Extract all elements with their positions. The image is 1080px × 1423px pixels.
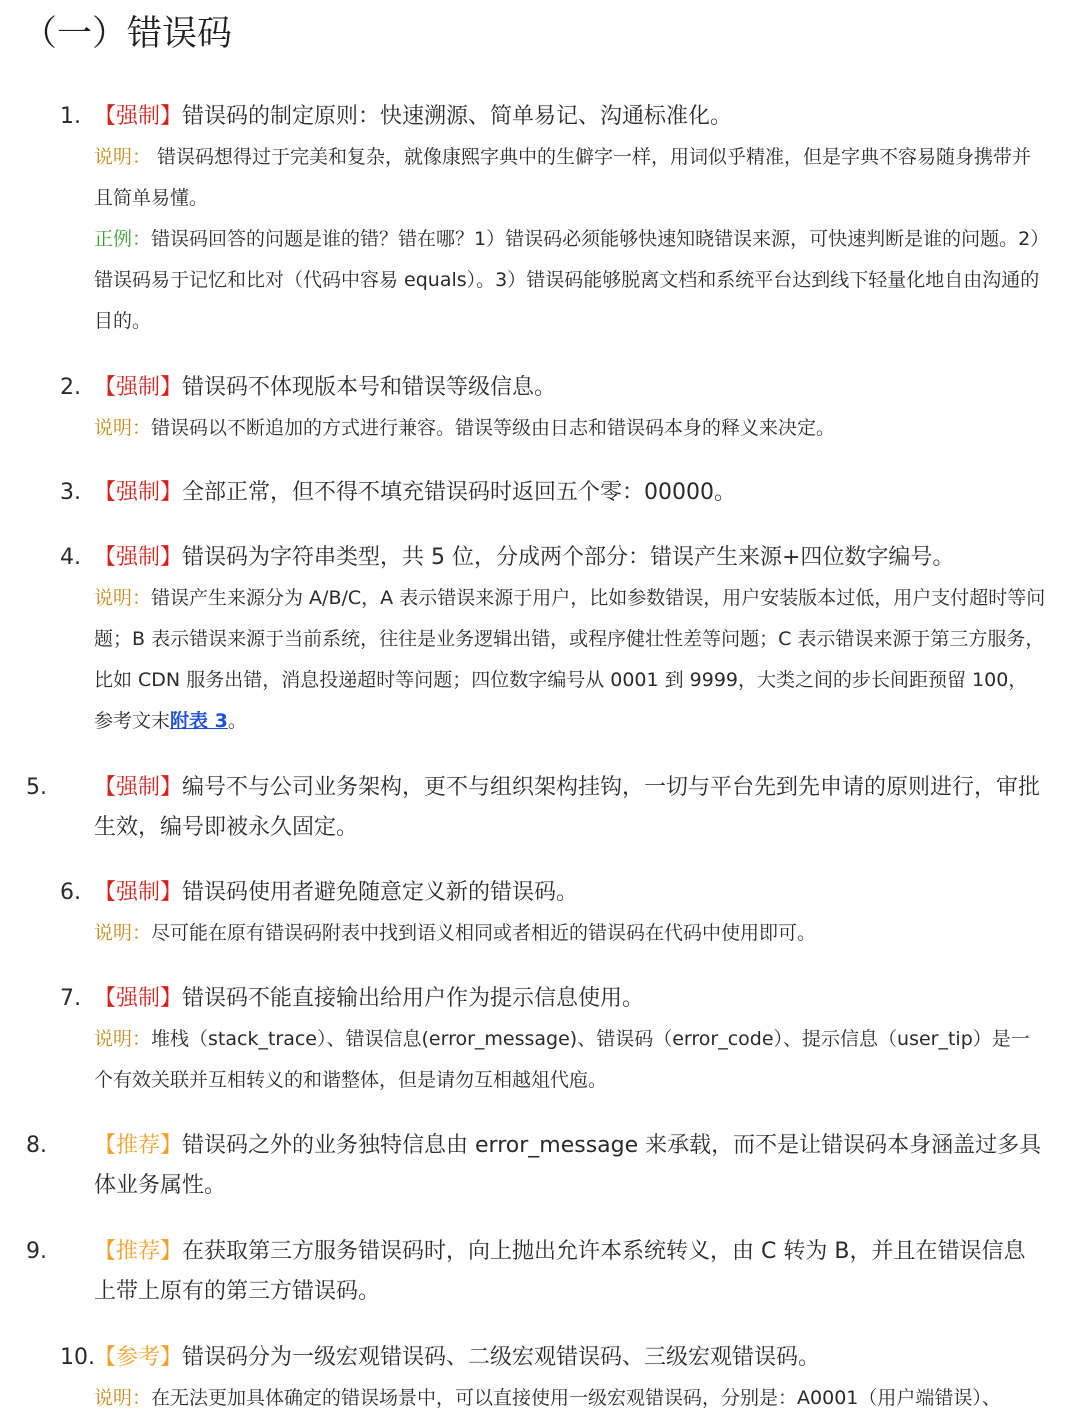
rule-text: 在获取第三方服务错误码时，向上抛出允许本系统转义，由 C 转为 B，并且在错误信息上带上原有的第三方错误码。 (94, 1239, 1026, 1304)
rule-number: 9. (26, 1239, 47, 1264)
rule-item (60, 368, 1046, 449)
rule-note (60, 578, 1046, 742)
rule-heading (60, 473, 1046, 513)
rule-text: 编号不与公司业务架构，更不与组织架构挂钩，一切与平台先到先申请的原则进行，审批生效，编号即被永久固定。 (94, 775, 1041, 840)
note-label: 说明： (94, 146, 152, 168)
rule-item (60, 538, 1046, 742)
rule-tag: 【推荐】 (94, 1239, 183, 1264)
rule-heading (60, 368, 1046, 408)
rule-heading (60, 1338, 1046, 1378)
rule-text: 错误码不体现版本号和错误等级信息。 (182, 375, 557, 400)
rule-text: 错误码分为一级宏观错误码、二级宏观错误码、三级宏观错误码。 (182, 1345, 821, 1370)
rule-heading (26, 768, 1046, 848)
rule-number: 2. (60, 375, 81, 400)
rule-note (60, 1019, 1046, 1101)
rule-heading (60, 97, 1046, 137)
rule-heading (60, 873, 1046, 913)
rule-item (60, 873, 1046, 954)
note-label: 说明： (94, 587, 152, 609)
rule-number: 10. (60, 1345, 95, 1370)
rule-tag: 【参考】 (94, 1345, 183, 1370)
rule-text: 错误码的制定原则：快速溯源、简单易记、沟通标准化。 (182, 104, 733, 129)
rule-text: 错误码不能直接输出给用户作为提示信息使用。 (182, 986, 645, 1011)
rule-note (60, 1378, 1046, 1419)
rule-item (26, 1126, 1046, 1206)
rule-number: 6. (60, 880, 81, 905)
rule-number: 1. (60, 104, 81, 129)
appendix-link[interactable]: 附表 3 (170, 710, 228, 732)
rule-number: 5. (26, 775, 47, 800)
rule-heading (60, 538, 1046, 578)
rule-note (60, 913, 1046, 954)
note-tail: 。 (227, 710, 247, 732)
rule-tag: 【强制】 (94, 545, 183, 570)
rule-tag: 【强制】 (94, 104, 183, 129)
rule-tag: 【强制】 (94, 480, 183, 505)
rule-note (60, 219, 1046, 342)
note-label: 说明： (94, 417, 152, 439)
rule-item (60, 97, 1046, 342)
rule-tag: 【强制】 (94, 375, 183, 400)
rule-note (60, 137, 1046, 219)
rule-heading (26, 1126, 1046, 1206)
rule-text: 错误码使用者避免随意定义新的错误码。 (182, 880, 579, 905)
rule-note (60, 408, 1046, 449)
rule-text: 错误码为字符串类型，共 5 位，分成两个部分：错误产生来源+四位数字编号。 (182, 545, 955, 570)
rule-item (60, 979, 1046, 1101)
rule-number: 8. (26, 1133, 47, 1158)
rule-tag: 【强制】 (94, 986, 183, 1011)
note-text: 在无法更加具体确定的错误场景中，可以直接使用一级宏观错误码，分别是：A0001（用户端错误）、 (151, 1387, 1001, 1409)
note-text: 错误码以不断追加的方式进行兼容。错误等级由日志和错误码本身的释义来决定。 (151, 417, 836, 439)
note-label: 说明： (94, 922, 152, 944)
rule-text: 错误码之外的业务独特信息由 error_message 来承载，而不是让错误码本身涵盖过多具体业务属性。 (94, 1133, 1042, 1198)
note-label: 正例： (94, 228, 152, 250)
note-label: 说明： (94, 1028, 152, 1050)
rule-item (26, 768, 1046, 848)
rule-tag: 【推荐】 (94, 1133, 183, 1158)
note-text: 错误码回答的问题是谁的错？错在哪？1）错误码必须能够快速知晓错误来源，可快速判断是谁的问题。2）错误码易于记忆和比对（代码中容易 equals）。3）错误码能够脱离文档和系统平台达到线下轻量化地自由沟通的目的。 (94, 228, 1040, 332)
rule-item (60, 1338, 1046, 1419)
note-text: 堆栈（stack_trace）、错误信息(error_message)、错误码（error_code）、提示信息（user_tip）是一个有效关联并互相转义的和谐整体，但是请勿互相越俎代庖。 (94, 1028, 1030, 1091)
rule-item (26, 1232, 1046, 1312)
rule-number: 3. (60, 480, 81, 505)
note-text: 错误产生来源分为 A/B/C，A 表示错误来源于用户，比如参数错误，用户安装版本过低，用户支付超时等问题；B 表示错误来源于当前系统，往往是业务逻辑出错，或程序健壮性差等问题；C 表示错误来源于第三方服务，比如 CDN 服务出错，消息投递超时等问题；四位数字编号从 0001 到 9999，大类之间的步长间距预留 100，参考文末 (94, 587, 1046, 732)
section-title: （一）错误码 (22, 14, 233, 54)
rule-heading (26, 1232, 1046, 1312)
rule-number: 7. (60, 986, 81, 1011)
note-label: 说明： (94, 1387, 152, 1409)
rule-text: 全部正常，但不得不填充错误码时返回五个零：00000。 (182, 480, 737, 505)
rule-item (60, 473, 1046, 513)
rule-heading (60, 979, 1046, 1019)
rule-tag: 【强制】 (94, 880, 183, 905)
note-text: 尽可能在原有错误码附表中找到语义相同或者相近的错误码在代码中使用即可。 (151, 922, 817, 944)
rule-tag: 【强制】 (94, 775, 183, 800)
note-text: 错误码想得过于完美和复杂，就像康熙字典中的生僻字一样，用词似乎精准，但是字典不容易随身携带并且简单易懂。 (94, 146, 1032, 209)
rule-number: 4. (60, 545, 81, 570)
